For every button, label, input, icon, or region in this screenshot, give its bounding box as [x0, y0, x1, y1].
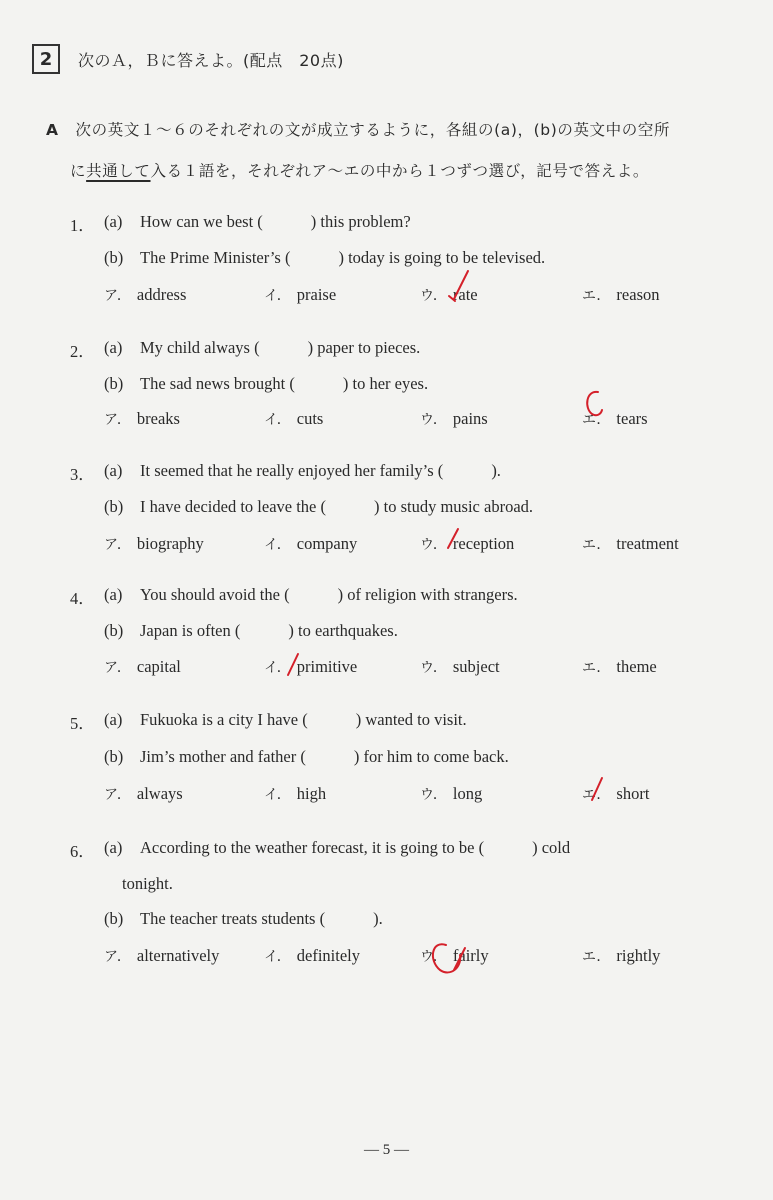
sub-label-a: (a) [104, 585, 123, 604]
check-mark-q4 [288, 654, 298, 675]
part-marker: A [46, 121, 59, 139]
circle-mark-q6-tick [454, 948, 465, 970]
instruction-underlined: 共通して [86, 162, 151, 180]
sub-label-a: (a) [104, 710, 123, 729]
instruction-text-2-post: 入る１語を，それぞれア～エの中から１つずつ選び，記号で答えよ。 [150, 162, 649, 180]
question-number: 1． [70, 216, 95, 235]
choice-i[interactable]: イ． company [264, 534, 358, 553]
choice-i[interactable]: イ． high [264, 784, 327, 803]
sub-label-b: (b) [104, 909, 124, 928]
section-number-box: 2 [32, 44, 60, 74]
circle-mark-q6 [433, 944, 460, 972]
choice-e[interactable]: エ． theme [582, 657, 657, 676]
choice-i[interactable]: イ． primitive [264, 657, 358, 676]
sentence-a: My child always ( ) paper to pieces. [140, 338, 421, 357]
choice-a[interactable]: ア． capital [104, 657, 181, 676]
sentence-a: You should avoid the ( ) of religion with strangers. [140, 585, 518, 604]
sentence-b: The Prime Minister’s ( ) today is going to be televised. [140, 248, 546, 267]
sentence-a: It seemed that he really enjoyed her family’s ( ). [140, 461, 501, 480]
question-number: 6． [70, 842, 95, 861]
question-number: 2． [70, 342, 95, 361]
choice-i[interactable]: イ． cuts [264, 409, 324, 428]
circle-mark-q2 [587, 392, 602, 415]
sub-label-a: (a) [104, 212, 123, 231]
sentence-b: The sad news brought ( ) to her eyes. [140, 374, 429, 393]
choice-u[interactable]: ウ． pains [420, 409, 488, 428]
sub-label-b: (b) [104, 374, 124, 393]
sub-label-a: (a) [104, 338, 123, 357]
choice-e[interactable]: エ． short [582, 784, 650, 803]
choice-a[interactable]: ア． breaks [104, 409, 180, 428]
choice-u[interactable]: ウ． reception [420, 534, 515, 553]
check-mark-q3 [448, 529, 458, 548]
section-title: 次のＡ，Ｂに答えよ。(配点 20点) [78, 50, 344, 70]
sub-label-b: (b) [104, 248, 124, 267]
choice-e[interactable]: エ． reason [582, 285, 660, 304]
choice-a[interactable]: ア． always [104, 784, 183, 803]
choice-e[interactable]: エ． treatment [582, 534, 679, 553]
sentence-b: The teacher treats students ( ). [140, 909, 383, 928]
sub-label-a: (a) [104, 838, 123, 857]
choice-u[interactable]: ウ． rate [420, 285, 478, 304]
choice-i[interactable]: イ． definitely [264, 946, 360, 965]
choice-u[interactable]: ウ． long [420, 784, 483, 803]
sentence-b: Japan is often ( ) to earthquakes. [140, 621, 398, 640]
sentence-a: How can we best ( ) this problem? [140, 212, 411, 231]
choice-u[interactable]: ウ． subject [420, 657, 500, 676]
choice-a[interactable]: ア． alternatively [104, 946, 220, 965]
choice-i[interactable]: イ． praise [264, 285, 337, 304]
sentence-b: I have decided to leave the ( ) to study music abroad. [140, 497, 534, 516]
sentence-a: According to the weather forecast, it is going to be ( ) cold [140, 838, 571, 857]
choice-e[interactable]: エ． rightly [582, 946, 661, 965]
sentence-b: Jim’s mother and father ( ) for him to come back. [140, 747, 509, 766]
question-number: 3． [70, 465, 95, 484]
choice-e[interactable]: エ． tears [582, 409, 648, 428]
sub-label-b: (b) [104, 621, 124, 640]
instruction-text-1: 次の英文１～６のそれぞれの文が成立するように，各組の(a)，(b)の英文中の空所 [75, 121, 671, 139]
sub-label-b: (b) [104, 497, 124, 516]
choice-a[interactable]: ア． address [104, 285, 187, 304]
check-mark-q1 [454, 271, 468, 299]
sub-label-a: (a) [104, 461, 123, 480]
sub-label-b: (b) [104, 747, 124, 766]
sentence-a: Fukuoka is a city I have ( ) wanted to visit. [140, 710, 467, 729]
question-number: 4． [70, 589, 95, 608]
sentence-a-continued: tonight. [122, 874, 173, 893]
check-mark-q5 [592, 778, 602, 800]
instruction-text-2-pre: に [70, 162, 87, 180]
question-number: 5． [70, 714, 95, 733]
page-number: ― 5 ― [364, 1142, 409, 1158]
choice-u[interactable]: ウ． fairly [420, 946, 489, 965]
choice-a[interactable]: ア． biography [104, 534, 204, 553]
